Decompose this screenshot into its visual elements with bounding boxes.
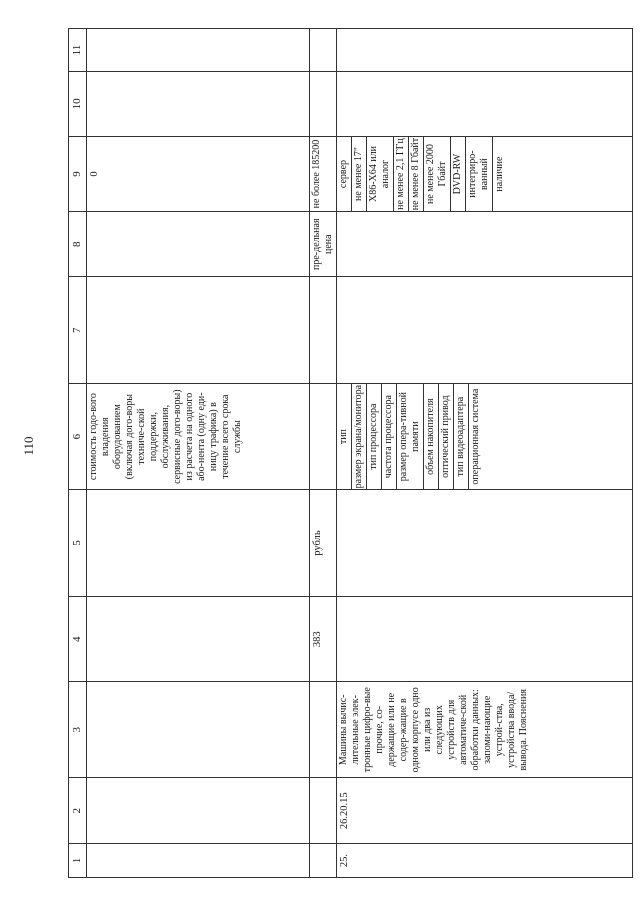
parameter-name: размер экрана/монитора [352,385,367,489]
parameter-value: DVD-RW [451,137,466,212]
parameter-name: тип процессора [367,385,382,489]
parameter-value: не менее 2000 Гбайт [424,137,451,212]
parameter-value: не менее 8 Гбайт [409,137,424,212]
column-number: 9 [69,136,87,212]
rotated-table-container [68,28,633,878]
parameter-value: не менее 2,1 ГГц [394,137,409,212]
parameter-value: интегриро-ванный [466,137,493,212]
table-row [337,29,633,878]
column-number-row [69,29,87,878]
column-number: 8 [69,212,87,277]
unit-name: рубль [312,530,323,556]
column-number: 1 [69,844,87,878]
okpd-code: 26.20.15 [339,792,350,830]
ownership-cost-text: стоимость годо-вого владения оборудованием (включая дого-воры техниче-ской поддержки, обслуживания, сервисные дого-воры) из расчета на одного або-нента (одну еди-ницу трафика) в течение всего срока службы [88,389,243,484]
parameter-name: операционная система [470,388,481,485]
parameter-name: объем накопителя [424,385,439,489]
row-a-col9-value: 0 [89,171,100,177]
column-number: 3 [69,682,87,778]
table-row [310,29,337,878]
column-number: 2 [69,778,87,844]
column-number: 10 [69,72,87,137]
page-number: 110 [21,436,36,456]
parameter-value: не менее 17" [352,137,367,212]
row-number: 25. [339,853,350,868]
parameter-value: X86-X64 или аналог [367,137,394,212]
column-number: 7 [69,276,87,384]
price-label: пре-дельная цена [311,218,334,271]
max-price-value: не более 185200 [311,139,322,209]
parameter-name: размер опера-тивной памяти [397,385,424,489]
column-number: 6 [69,384,87,489]
parameter-values [337,137,632,212]
parameter-value: сервер [337,137,352,212]
column-number: 4 [69,597,87,682]
unit-code: 383 [312,631,323,648]
column-number: 5 [69,489,87,597]
parameter-name: частота процессора [382,385,397,489]
procurement-spec-table [68,28,633,878]
parameter-name: тип [337,385,352,489]
parameter-name: тип видеоадаптера [454,385,469,489]
parameter-name: оптический привод [439,385,454,489]
item-name: Машины вычис-лительные элек-тронные цифро-вые прочие, со-держащие или не содер-жащие в одном корпусе одно или два из следующих устройств для автоматиче-ской обработки данных: запоми-нающие устрой-ства, устройства ввода/вывода. Пояснения [338,687,529,773]
column-number: 11 [69,29,87,72]
table-row [87,29,310,878]
parameter-value: наличие [494,156,505,192]
parameter-names [337,385,632,489]
